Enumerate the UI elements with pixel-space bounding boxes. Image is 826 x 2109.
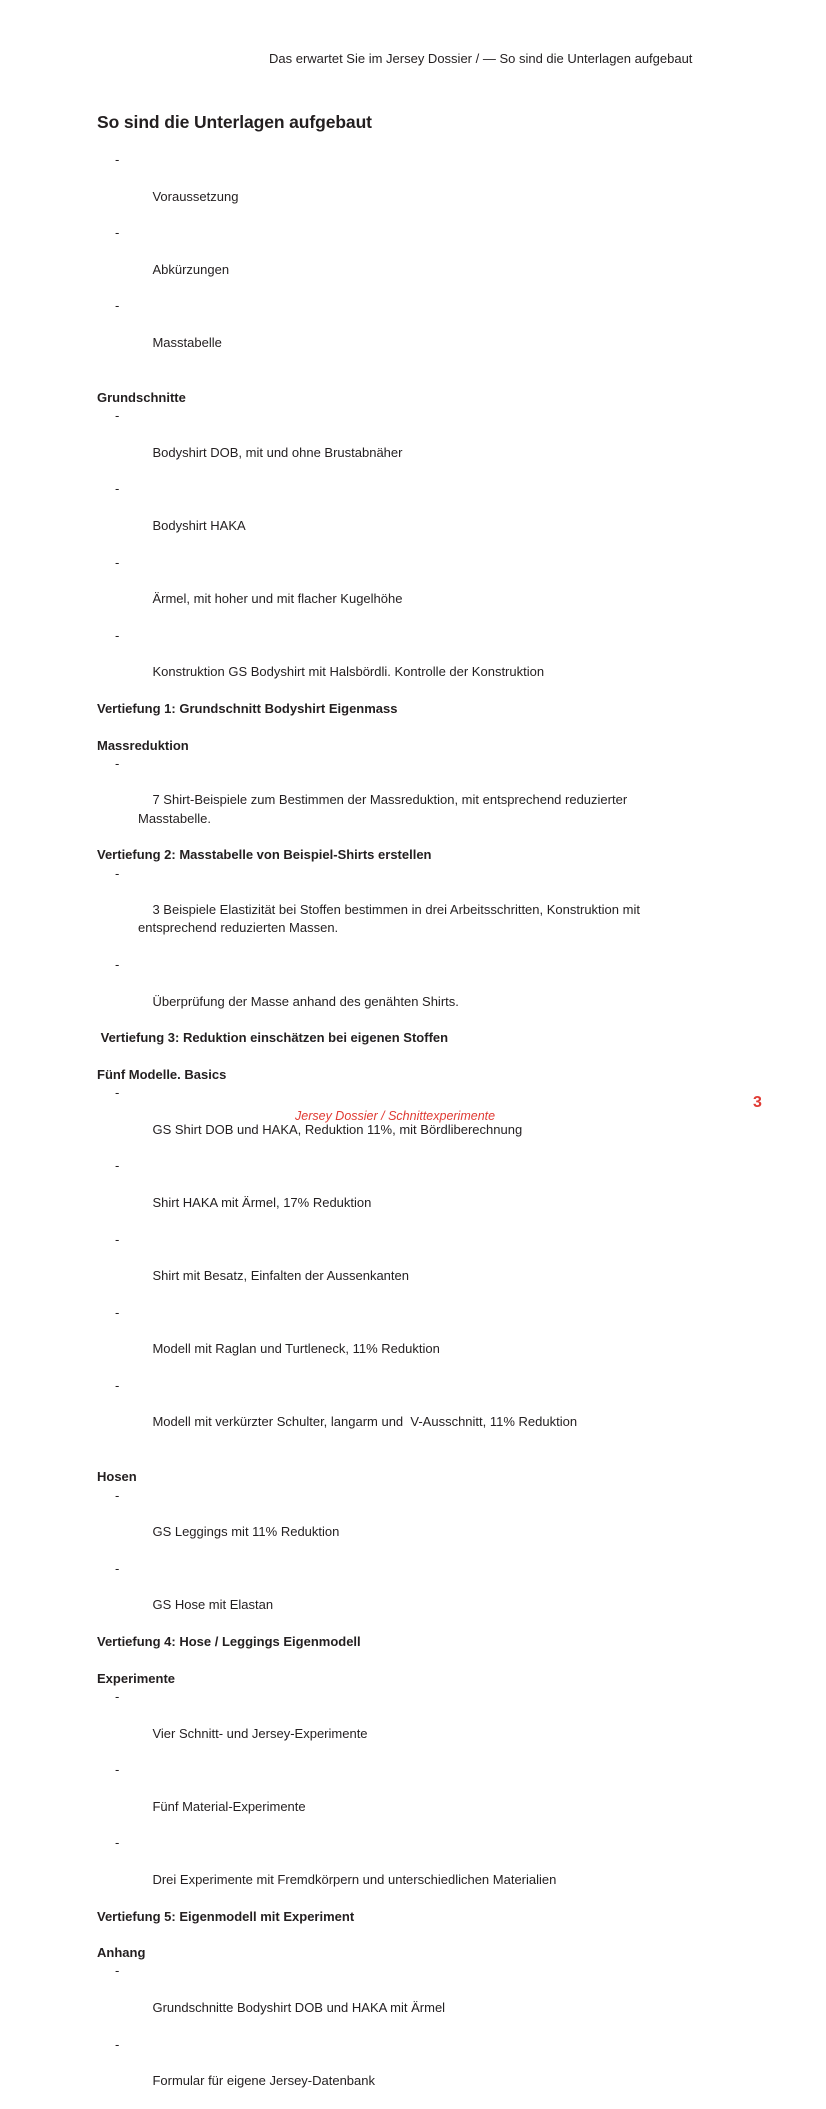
list-item-text: Shirt mit Besatz, Einfalten der Aussenkanten [152,1268,409,1284]
section-heading: Fünf Modelle. Basics [97,1066,227,1082]
list-item [97,1231,697,1304]
vertiefung-line: Vertiefung 5: Eigenmodell mit Experiment [97,1908,355,1924]
dash-bullet-icon: - [115,1560,120,1576]
dash-bullet-icon: - [115,1688,120,1704]
section [97,1468,697,1651]
list-item [97,865,697,956]
list-item-text: Modell mit Raglan und Turtleneck, 11% Reduktion [152,1341,440,1357]
dash-bullet-icon: - [115,957,120,973]
section [97,389,697,718]
list-item [97,1962,697,2035]
list-item [97,1834,697,1907]
list-item-text: Masstabelle [152,334,222,350]
dash-bullet-icon: - [115,1085,120,1101]
list-item-text: Modell mit verkürzter Schulter, langarm und V-Ausschnitt, 11% Reduktion [152,1414,578,1430]
list-item [97,1487,697,1560]
list-item-text: Shirt HAKA mit Ärmel, 17% Reduktion [152,1194,372,1210]
list-item [97,2036,697,2109]
vertiefung-line: Vertiefung 2: Masstabelle von Beispiel-Shirts erstellen [97,847,432,863]
dash-bullet-icon: - [115,225,120,241]
dash-bullet-icon: - [115,1377,120,1393]
section-blocks [97,1487,697,1652]
footer-doc-title: Jersey Dossier / Schnittexperimente [295,1109,496,1123]
list-item-text: Bodyshirt HAKA [152,517,246,533]
list-item-text: Überprüfung der Masse anhand des genähten Shirts. [152,993,459,1009]
section [97,737,697,1048]
dash-bullet-icon: - [115,1231,120,1247]
section-blocks [97,755,697,1048]
section [97,1944,697,2109]
page-number: 3 [753,1094,762,1111]
section-blocks [97,1084,697,1450]
dash-bullet-icon: - [115,1158,120,1174]
section-blocks [97,407,697,718]
list-item [97,224,697,297]
section-heading: Experimente [97,1670,176,1686]
list-item-text: Fünf Material-Experimente [152,1798,306,1814]
dash-bullet-icon: - [115,2036,120,2052]
page-content [97,151,697,2109]
list-item [97,1377,697,1450]
list-item-text: GS Leggings mit 11% Reduktion [152,1524,340,1540]
dash-bullet-icon: - [115,298,120,314]
vertiefung-line: Vertiefung 3: Reduktion einschätzen bei eigenen Stoffen [97,1030,449,1046]
list-item-text: Ärmel, mit hoher und mit flacher Kugelhöhe [152,591,403,607]
list-item [97,151,697,224]
list-item [97,627,697,700]
list-item-text: Vier Schnitt- und Jersey-Experimente [152,1725,368,1741]
intro-list [97,151,697,371]
section-blocks [97,1688,697,1926]
page-title: So sind die Unterlagen aufgebaut [97,112,372,132]
list-item [97,1688,697,1761]
dash-bullet-icon: - [115,1835,120,1851]
list-item-text: GS Hose mit Elastan [152,1597,274,1613]
list-item-text: Formular für eigene Jersey-Datenbank [152,2073,376,2089]
list-item [97,1157,697,1230]
dash-bullet-icon: - [115,408,120,424]
list-item [97,755,697,846]
list-item [97,407,697,480]
section-heading: Anhang [97,1945,146,1961]
vertiefung-line: Vertiefung 4: Hose / Leggings Eigenmodell [97,1634,361,1650]
list-item-text: 3 Beispiele Elastizität bei Stoffen bestimmen in drei Arbeitsschritten, Konstruktion mit entsprechend reduzierten Massen. [138,902,644,936]
dash-bullet-icon: - [115,1487,120,1503]
section-heading: Grundschnitte [97,389,186,405]
dash-bullet-icon: - [115,1762,120,1778]
list-item [97,297,697,370]
vertiefung-line: Vertiefung 1: Grundschnitt Bodyshirt Eigenmass [97,700,398,716]
section-heading: Massreduktion [97,737,189,753]
section-heading: Hosen [97,1469,137,1485]
dash-bullet-icon: - [115,1304,120,1320]
running-header: Das erwartet Sie im Jersey Dossier / — So sind die Unterlagen aufgebaut [269,51,693,66]
list-item [97,956,697,1029]
list-item-text: Voraussetzung [152,188,239,204]
list-item-text: Drei Experimente mit Fremdkörpern und unterschiedlichen Materialien [152,1871,557,1887]
list-item-text: Bodyshirt DOB, mit und ohne Brustabnäher [152,444,403,460]
dash-bullet-icon: - [115,1963,120,1979]
dash-bullet-icon: - [115,481,120,497]
list-item [97,1304,697,1377]
section-blocks [97,1962,697,2108]
section [97,1670,697,1926]
dash-bullet-icon: - [115,627,120,643]
list-item-text: Abkürzungen [152,261,230,277]
list-item-text: Konstruktion GS Bodyshirt mit Halsbördli. Kontrolle der Konstruktion [152,664,545,680]
dash-bullet-icon: - [115,865,120,881]
list-item-text: Grundschnitte Bodyshirt DOB und HAKA mit Ärmel [152,1999,446,2015]
list-item [97,1761,697,1834]
list-item [97,480,697,553]
dash-bullet-icon: - [115,755,120,771]
dash-bullet-icon: - [115,554,120,570]
list-item [97,554,697,627]
section [97,1066,697,1450]
list-item-text: 7 Shirt-Beispiele zum Bestimmen der Massreduktion, mit entsprechend reduzierter Masstabelle. [138,792,631,826]
list-item-text: GS Shirt DOB und HAKA, Reduktion 11%, mit Bördliberechnung [152,1121,523,1137]
dash-bullet-icon: - [115,152,120,167]
list-item [97,1560,697,1633]
sections-container [97,389,697,2109]
